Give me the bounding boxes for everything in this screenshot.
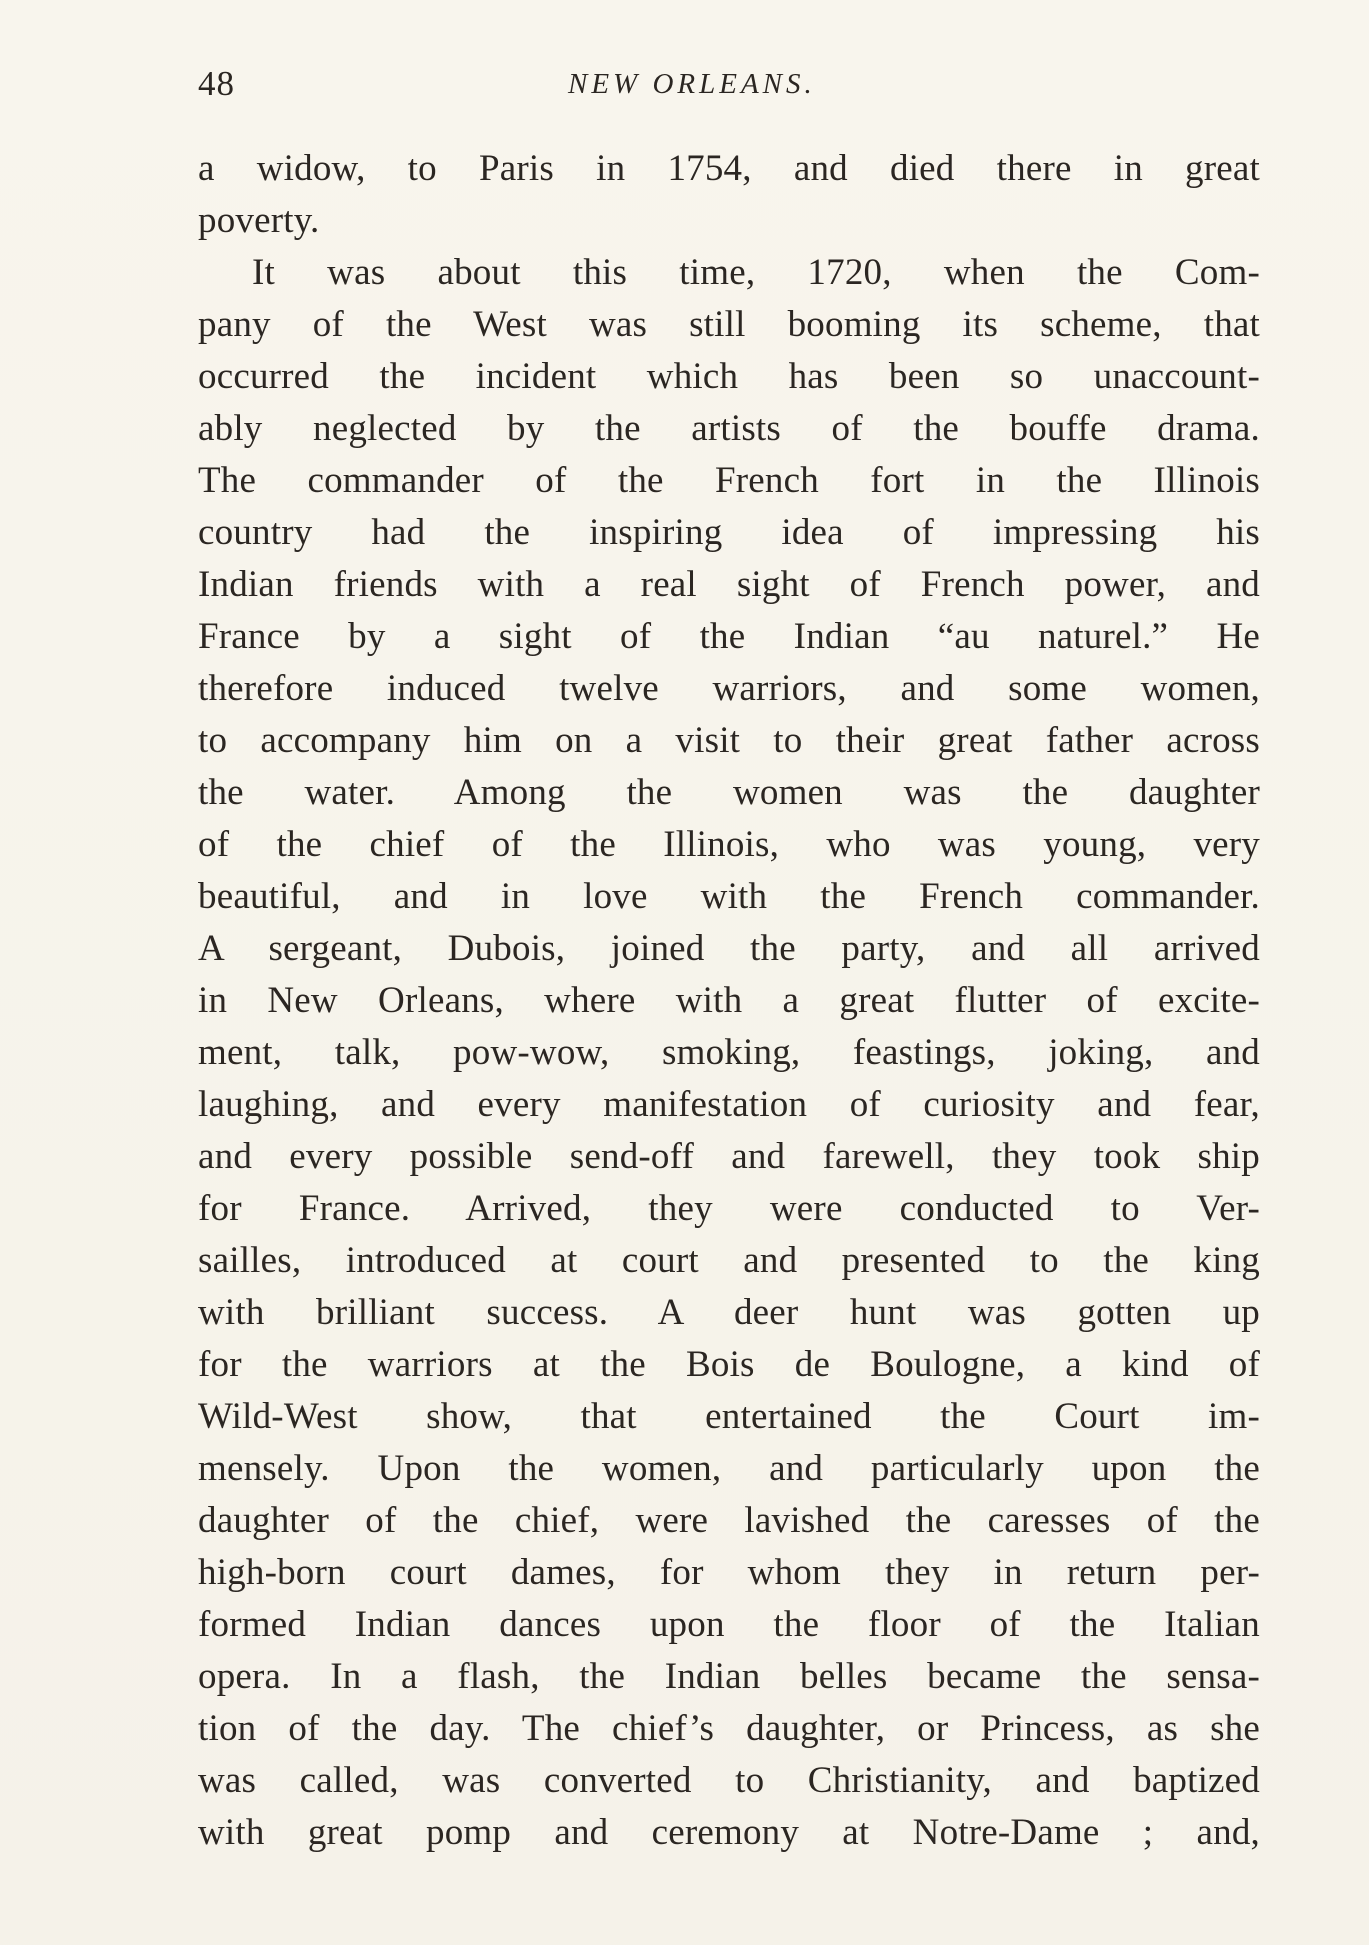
text-line: to accompany him on a visit to their great father across bbox=[198, 720, 1260, 761]
page-number: 48 bbox=[198, 64, 235, 103]
text-line: and every possible send-off and farewell, they took ship bbox=[198, 1136, 1260, 1177]
text-line: formed Indian dances upon the floor of the Italian bbox=[198, 1604, 1260, 1645]
page-header bbox=[198, 62, 1260, 112]
text-line: therefore induced twelve warriors, and some women, bbox=[198, 668, 1260, 709]
text-line: for France. Arrived, they were conducted to Ver- bbox=[198, 1188, 1260, 1229]
text-line: ment, talk, pow-wow, smoking, feastings, joking, and bbox=[198, 1032, 1260, 1073]
text-line: A sergeant, Dubois, joined the party, and all arrived bbox=[198, 928, 1260, 969]
text-line: The commander of the French fort in the Illinois bbox=[198, 460, 1260, 501]
text-line: high-born court dames, for whom they in return per- bbox=[198, 1552, 1260, 1593]
text-line: tion of the day. The chief’s daughter, or Princess, as she bbox=[198, 1708, 1260, 1749]
text-line: occurred the incident which has been so unaccount- bbox=[198, 356, 1260, 397]
text-line: laughing, and every manifestation of curiosity and fear, bbox=[198, 1084, 1260, 1125]
text-line: poverty. bbox=[198, 200, 320, 241]
body-text bbox=[198, 143, 1260, 1859]
text-line: was called, was converted to Christianity, and baptized bbox=[198, 1760, 1260, 1801]
text-line: for the warriors at the Bois de Boulogne, a kind of bbox=[198, 1344, 1260, 1385]
text-line: with great pomp and ceremony at Notre-Dame ; and, bbox=[198, 1812, 1260, 1853]
running-title: NEW ORLEANS. bbox=[568, 68, 816, 100]
text-line: daughter of the chief, were lavished the caresses of the bbox=[198, 1500, 1260, 1541]
text-line: with brilliant success. A deer hunt was gotten up bbox=[198, 1292, 1260, 1333]
text-line: beautiful, and in love with the French commander. bbox=[198, 876, 1260, 917]
text-line: a widow, to Paris in 1754, and died there in great bbox=[198, 148, 1260, 189]
text-line: sailles, introduced at court and presented to the king bbox=[198, 1240, 1260, 1281]
text-line: Wild-West show, that entertained the Court im- bbox=[198, 1396, 1260, 1437]
text-line: of the chief of the Illinois, who was young, very bbox=[198, 824, 1260, 865]
text-line: It was about this time, 1720, when the Com- bbox=[252, 252, 1260, 293]
text-line: Indian friends with a real sight of French power, and bbox=[198, 564, 1260, 605]
text-line: pany of the West was still booming its scheme, that bbox=[198, 304, 1260, 345]
text-line: ably neglected by the artists of the bouffe drama. bbox=[198, 408, 1260, 449]
text-line: in New Orleans, where with a great flutter of excite- bbox=[198, 980, 1260, 1021]
text-line: opera. In a flash, the Indian belles became the sensa- bbox=[198, 1656, 1260, 1697]
text-line: country had the inspiring idea of impressing his bbox=[198, 512, 1260, 553]
text-line: France by a sight of the Indian “au naturel.” He bbox=[198, 616, 1260, 657]
text-line: mensely. Upon the women, and particularly upon the bbox=[198, 1448, 1260, 1489]
text-line: the water. Among the women was the daughter bbox=[198, 772, 1260, 813]
